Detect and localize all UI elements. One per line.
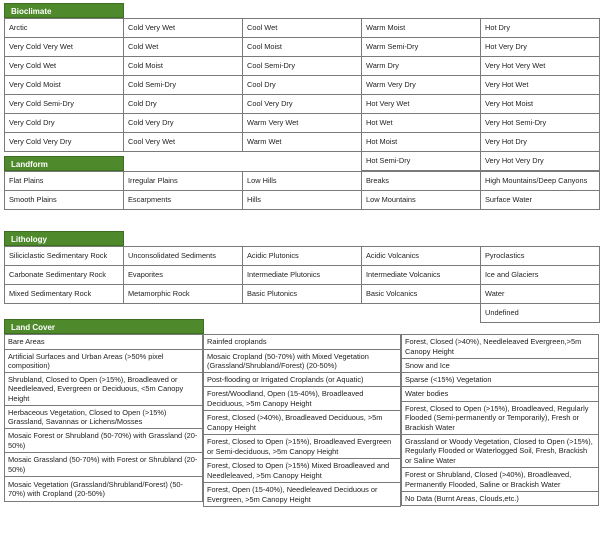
- lithology-section: [4, 231, 600, 323]
- bioclimate-cell: Hot Very Dry: [481, 38, 600, 57]
- lithology-cell: Siliciclastic Sedimentary Rock: [5, 247, 124, 266]
- landcover-cell: No Data (Burnt Areas, Clouds,etc.): [402, 492, 599, 506]
- landcover-section: [4, 319, 599, 530]
- lithology-table: [4, 246, 600, 323]
- bioclimate-row: [5, 133, 600, 152]
- bioclimate-cell: Warm Very Wet: [243, 114, 362, 133]
- lithology-cell: Water: [481, 285, 600, 304]
- landform-cell: Surface Water: [481, 191, 600, 210]
- lithology-cell: Undefined: [481, 304, 600, 323]
- landcover-cell: Post-flooding or Irrigated Croplands (or Aquatic): [204, 373, 401, 387]
- landcover-row: [5, 373, 203, 406]
- landcover-row: [204, 387, 401, 411]
- lithology-cell: Intermediate Plutonics: [243, 266, 362, 285]
- landcover-cell: Mosaic Grassland (50-70%) with Forest or Shrubland (20-50%): [5, 453, 203, 477]
- landcover-row: [5, 350, 203, 373]
- bioclimate-row: [5, 95, 600, 114]
- landcover-row: [204, 373, 401, 387]
- landcover-cell: Forest, Closed (>40%), Broadleaved Deciduous, >5m Canopy Height: [204, 411, 401, 435]
- bioclimate-cell: Very Cold Moist: [5, 76, 124, 95]
- landform-row: [5, 191, 600, 210]
- landcover-row: [204, 335, 401, 350]
- landform-section: [4, 156, 600, 210]
- landcover-row: [204, 459, 401, 483]
- bioclimate-cell: Cool Very Dry: [243, 95, 362, 114]
- lithology-cell: Basic Plutonics: [243, 285, 362, 304]
- landform-cell: Irregular Plains: [124, 172, 243, 191]
- landcover-cell: Sparse (<15%) Vegetation: [402, 373, 599, 387]
- landform-cell: Low Hills: [243, 172, 362, 191]
- bioclimate-cell: Cool Very Wet: [124, 133, 243, 152]
- landform-table: [4, 171, 600, 210]
- lithology-cell: Carbonate Sedimentary Rock: [5, 266, 124, 285]
- bioclimate-cell: Cold Wet: [124, 38, 243, 57]
- landcover-cell: Herbaceous Vegetation, Closed to Open (>15%) Grassland, Savannas or Lichens/Mosses: [5, 406, 203, 429]
- bioclimate-cell: Very Hot Semi-Dry: [481, 114, 600, 133]
- landcover-cell: Artificial Surfaces and Urban Areas (>50% pixel composition): [5, 350, 203, 373]
- landcover-row: [204, 350, 401, 373]
- bioclimate-cell: Cold Very Wet: [124, 19, 243, 38]
- bioclimate-cell: Hot Dry: [481, 19, 600, 38]
- landcover-row: [402, 468, 599, 492]
- lithology-cell: Pyroclastics: [481, 247, 600, 266]
- landcover-row: [402, 435, 599, 468]
- bioclimate-cell: Very Cold Wet: [5, 57, 124, 76]
- bioclimate-cell: Very Cold Very Wet: [5, 38, 124, 57]
- landcover-row: [5, 406, 203, 429]
- lithology-cell: Mixed Sedimentary Rock: [5, 285, 124, 304]
- lithology-cell: Basic Volcanics: [362, 285, 481, 304]
- landcover-cell: Grassland or Woody Vegetation, Closed to Open (>15%), Regularly Flooded or Waterlogged Soil, Fresh, Brackish or Saline Water: [402, 435, 599, 468]
- landcover-row: [402, 359, 599, 373]
- bioclimate-row: [5, 76, 600, 95]
- landcover-cell: Water bodies: [402, 387, 599, 402]
- bioclimate-cell: Very Cold Semi-Dry: [5, 95, 124, 114]
- bioclimate-cell: Cool Dry: [243, 76, 362, 95]
- landform-cell: Escarpments: [124, 191, 243, 210]
- landcover-row: [5, 429, 203, 453]
- landcover-grid: [4, 334, 599, 530]
- landform-header: Landform: [4, 156, 124, 171]
- landcover-row: [402, 373, 599, 387]
- landcover-row: [5, 477, 203, 502]
- bioclimate-row: [5, 38, 600, 57]
- bioclimate-table: [4, 18, 600, 171]
- bioclimate-cell: Cold Semi-Dry: [124, 76, 243, 95]
- lithology-cell: Intermediate Volcanics: [362, 266, 481, 285]
- bioclimate-cell: Very Cold Dry: [5, 114, 124, 133]
- bioclimate-cell: Warm Semi-Dry: [362, 38, 481, 57]
- lithology-row: [5, 285, 600, 304]
- lithology-cell: Acidic Plutonics: [243, 247, 362, 266]
- landcover-row: [204, 435, 401, 459]
- landcover-cell: Forest, Closed to Open (>15%) Mixed Broadleaved and Needleleaved, >5m Canopy Height: [204, 459, 401, 483]
- bioclimate-cell: Very Cold Very Dry: [5, 133, 124, 152]
- bioclimate-cell: Very Hot Very Wet: [481, 57, 600, 76]
- landcover-column-2: [203, 334, 401, 507]
- bioclimate-cell: Very Hot Moist: [481, 95, 600, 114]
- landform-row: [5, 172, 600, 191]
- landcover-column-1: [4, 334, 203, 502]
- bioclimate-cell: Very Hot Wet: [481, 76, 600, 95]
- bioclimate-cell: Warm Dry: [362, 57, 481, 76]
- bioclimate-cell: Warm Very Dry: [362, 76, 481, 95]
- landcover-row: [204, 411, 401, 435]
- bioclimate-cell: Hot Semi-Dry: [362, 152, 481, 171]
- lithology-cell: Ice and Glaciers: [481, 266, 600, 285]
- landcover-cell: Forest, Closed to Open (>15%), Broadleaved, Regularly Flooded (Semi-permanently or Temporarily), Fresh or Brackish Water: [402, 402, 599, 435]
- bioclimate-cell: Cool Moist: [243, 38, 362, 57]
- landform-cell: Hills: [243, 191, 362, 210]
- landcover-row: [5, 335, 203, 350]
- lithology-header: Lithology: [4, 231, 124, 246]
- landcover-cell: Forest or Shrubland, Closed (>40%), Broadleaved, Permanently Flooded, Saline or Brackish Water: [402, 468, 599, 492]
- lithology-row: [5, 247, 600, 266]
- landcover-cell: Snow and Ice: [402, 359, 599, 373]
- landcover-cell: Rainfed croplands: [204, 335, 401, 350]
- landcover-cell: Mosaic Cropland (50-70%) with Mixed Vegetation (Grassland/Shrubland/Forest) (20-50%): [204, 350, 401, 373]
- bioclimate-cell: Cool Semi-Dry: [243, 57, 362, 76]
- landcover-column-3: [401, 334, 599, 506]
- landcover-row: [402, 387, 599, 402]
- landform-cell: Smooth Plains: [5, 191, 124, 210]
- bioclimate-cell: Cold Very Dry: [124, 114, 243, 133]
- landcover-cell: Forest/Woodland, Open (15-40%), Broadleaved Deciduous, >5m Canopy Height: [204, 387, 401, 411]
- bioclimate-cell: Hot Wet: [362, 114, 481, 133]
- bioclimate-cell: Hot Moist: [362, 133, 481, 152]
- bioclimate-cell: Very Hot Very Dry: [481, 152, 600, 171]
- landform-cell: High Mountains/Deep Canyons: [481, 172, 600, 191]
- landcover-cell: Forest, Open (15-40%), Needleleaved Deciduous or Evergreen, >5m Canopy Height: [204, 483, 401, 507]
- landcover-cell: Mosaic Vegetation (Grassland/Shrubland/Forest) (50-70%) with Cropland (20-50%): [5, 477, 203, 502]
- landcover-row: [402, 492, 599, 506]
- bioclimate-cell: Warm Moist: [362, 19, 481, 38]
- landform-cell: Flat Plains: [5, 172, 124, 191]
- lithology-cell: Unconsolidated Sediments: [124, 247, 243, 266]
- lithology-cell: Evaporites: [124, 266, 243, 285]
- lithology-row: [5, 266, 600, 285]
- bioclimate-row: [5, 114, 600, 133]
- landform-cell: Low Mountains: [362, 191, 481, 210]
- bioclimate-cell: Hot Very Wet: [362, 95, 481, 114]
- landcover-cell: Forest, Closed to Open (>15%), Broadleaved Evergreen or Semi-deciduous, >5m Canopy Height: [204, 435, 401, 459]
- lithology-cell: Acidic Volcanics: [362, 247, 481, 266]
- bioclimate-cell: Cold Dry: [124, 95, 243, 114]
- bioclimate-cell: Very Hot Dry: [481, 133, 600, 152]
- bioclimate-cell: Cold Moist: [124, 57, 243, 76]
- bioclimate-cell: Cool Wet: [243, 19, 362, 38]
- bioclimate-section: [4, 3, 600, 171]
- landcover-row: [402, 402, 599, 435]
- landcover-row: [5, 453, 203, 477]
- bioclimate-cell: Warm Wet: [243, 133, 362, 152]
- lithology-cell: Metamorphic Rock: [124, 285, 243, 304]
- bioclimate-row: [5, 57, 600, 76]
- landcover-cell: Bare Areas: [5, 335, 203, 350]
- landcover-header: Land Cover: [4, 319, 204, 334]
- landcover-cell: Mosaic Forest or Shrubland (50-70%) with Grassland (20-50%): [5, 429, 203, 453]
- landform-cell: Breaks: [362, 172, 481, 191]
- bioclimate-row: [5, 19, 600, 38]
- landcover-row: [204, 483, 401, 507]
- landcover-row: [402, 335, 599, 359]
- bioclimate-cell: Arctic: [5, 19, 124, 38]
- landcover-cell: Forest, Closed (>40%), Needleleaved Evergreen,>5m Canopy Height: [402, 335, 599, 359]
- bioclimate-header: Bioclimate: [4, 3, 124, 18]
- landcover-cell: Shrubland, Closed to Open (>15%), Broadleaved or Needleleaved, Evergreen or Deciduous, <5m Canopy Height: [5, 373, 203, 406]
